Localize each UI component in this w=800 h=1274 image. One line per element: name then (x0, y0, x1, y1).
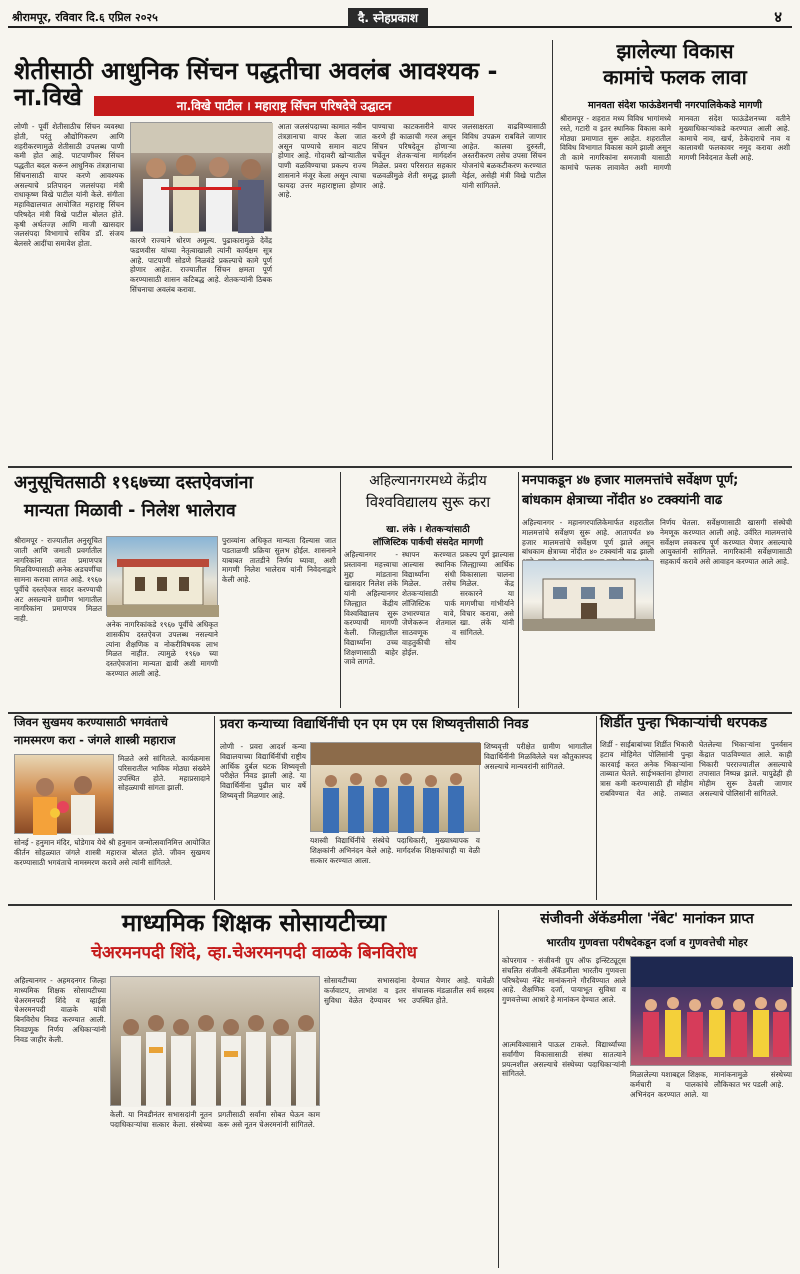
story1-photo (130, 122, 272, 232)
masthead-page-number: ४ (774, 8, 782, 26)
story1-col4: पाण्याचा काटकसरीने वापर करणे ही काळाची गरज असून सिंचन परिषदेतून होणाऱ्या चर्चेतून शेतकऱ्यांना मार्गदर्शन मिळेल. प्रवरा परिसरात सहकार चळवळीमुळे शेती समृद्ध झाली आहे. (372, 122, 456, 190)
madhyamik-col2: केली. या निवडीनंतर सभासदांनी नूतन पदाधिकाऱ्यांचा सत्कार केला. संस्थेच्या प्रगतीसाठी सर्वांना सोबत घेऊन काम करू असे नूतन चेअरमनांनी सांगितले. (110, 1110, 320, 1129)
masthead-paper-name: दै. स्नेहप्रकाश (348, 8, 428, 27)
madhyamik-col1: अहिल्यानगर - अहमदनगर जिल्हा माध्यमिक शिक्षक सोसायटीच्या चेअरमनपदी शिंदे व व्हाईस चेअरमनपदी वाळके यांची बिनविरोध निवड करण्यात आली. निवडणूक निर्णय अधिकाऱ्यांनी निवड जाहीर केली. (14, 976, 106, 1044)
jivan-photo (14, 754, 114, 834)
sanjivani-photo (630, 956, 792, 1066)
column-divider (596, 716, 597, 900)
sanjivani-col2: आत्मविश्वासाने पाऊल टाकले. विद्यार्थ्यांच्या सर्वांगीण विकासासाठी संस्था सातत्याने प्रयत्नशील असल्याचे संस्थेच्या पदाधिकाऱ्यांनी सांगितले. (502, 1040, 626, 1079)
madhyamik-col3: सोसायटीच्या सभासदांना कर्जवाटप, लाभांश व इतर सुविधा वेळेत देण्यावर भर देण्यात येणार आहे. यावेळी संचालक मंडळातील सर्व सदस्य उपस्थित होते. (324, 976, 494, 1005)
pravara-col3: शिष्यवृत्ती परीक्षेत ग्रामीण भागातील विद्यार्थिनींनी मिळविलेले यश कौतुकास्पद असल्याचे मान्यवरांनी सांगितले. (484, 742, 592, 771)
madhyamik-headline-line2: चेअरमनपदी शिंदे, व्हा.चेअरमनपदी वाळके बिनविरोध (91, 943, 417, 963)
anusuchit-headline-line2: मान्यता मिळावी - निलेश भालेराव (24, 501, 236, 521)
column-divider (340, 472, 341, 708)
pravara-headline: प्रवरा कन्याच्या विद्यार्थिनींची एन एम एम एस शिष्यवृत्तीसाठी निवड (220, 717, 529, 732)
section-rule (8, 712, 792, 714)
manapa-col2: निर्णय घेतला. सर्वेक्षणासाठी खासगी संस्थेची नेमणूक करण्यात आली आहे. उर्वरित मालमत्तांचे सर्वेक्षण लवकरच पूर्ण करण्यात येणार असल्याचे आयुक्तांनी सांगितले. नागरिकांनी सर्वेक्षणासाठी सहकार्य करावे असे आवाहन करण्यात आले आहे. (660, 518, 792, 567)
jhalelya-body: श्रीरामपूर - शहरात मध्य विविध भागांमध्ये रस्ते, गटारी व इतर स्थानिक विकास कामे मोठ्या प्रमाणात सुरू आहेत. शहरातील विविध विभागात विकास कामे झाली असून ती कामे नागरिकांना समजावी यासाठी कामांचे फलक लावावेत अशी मागणी मानवता संदेश फाऊंडेशनच्या वतीने मुख्याधिकाऱ्यांकडे करण्यात आली आहे. कामाचे नाव, खर्च, ठेकेदाराचे नाव व कालावधी फलकावर नमूद करावा अशी मागणी निवेदनात केली आहे. (560, 114, 790, 172)
section-rule (8, 466, 792, 468)
jivan-headline-line2: नामस्मरण करा - जंगले शास्त्री महाराज (14, 733, 176, 747)
anusuchit-photo (106, 536, 218, 616)
vidyapith-col2: स्थापन करण्यात आल्यास स्थानिक विद्यार्थ्यांना संधी मिळेल. तसेच शेतकऱ्यांसाठी लॉजिस्टिक पार्क उभारण्यात यावे, जेणेकरून शेतमाल साठवणूक व वाहतुकीची सोय होईल. (402, 550, 456, 657)
anusuchit-building (107, 537, 219, 617)
story1-subhead: ना.विखे पाटील । महाराष्ट्र सिंचन परिषदेचे उद्घाटन (94, 96, 474, 116)
sanjivani-col1: कोपरगाव - संजीवनी ग्रुप ऑफ इन्स्टिट्यूट्स संचलित संजीवनी ॲकॅडमीला भारतीय गुणवत्ता परिषदेच्या नॅबेट मानांकनाने गौरविण्यात आले आहे. शैक्षणिक दर्जा, पायाभूत सुविधा व गुणवत्तेच्या आधारे हे मानांकन देण्यात आले. (502, 956, 626, 1005)
story1-photo-figures (131, 123, 273, 233)
vidyapith-subhead-2: लॉजिस्टिक पार्कची संसदेत मागणी (372, 538, 484, 548)
anusuchit-col2: अनेक नागरिकांकडे १९६७ पूर्वीचे अधिकृत शासकीय दस्तऐवज उपलब्ध नसल्याने त्यांना शैक्षणिक व नोकरीविषयक लाभ मिळत नाहीत. त्यामुळे १९६७ च्या दस्तऐवजांना मान्यता द्यावी अशी मागणी करण्यात आली आहे. (106, 620, 218, 678)
pravara-col2: यशस्वी विद्यार्थिनींचे संस्थेचे पदाधिकारी, मुख्याध्यापक व शिक्षकांनी अभिनंदन केले आहे. मार्गदर्शक शिक्षकांचाही या वेळी सत्कार करण्यात आला. (310, 836, 480, 865)
jivan-col-right: मिळते असे सांगितले. कार्यक्रमास परिसरातील भाविक मोठ्या संख्येने उपस्थित होते. महाप्रसादाने सोहळ्याची सांगता झाली. (118, 754, 210, 793)
manapa-building (523, 561, 655, 631)
section-rule (8, 904, 792, 906)
jhalelya-headline-line1: झालेल्या विकास (616, 39, 734, 63)
vidyapith-col1: अहिल्यानगर - प्रस्तावना महत्त्वाचा मुद्दा मांडताना खासदार निलेश लंके यांनी अहिल्यानगर जिल्ह्यात केंद्रीय विश्वविद्यालय सुरू करण्याची मागणी केली. जिल्ह्यातील विद्यार्थ्यांना उच्च शिक्षणासाठी बाहेर जावे लागते. (344, 550, 398, 667)
sanjivani-col3: मिळालेल्या यशाबद्दल शिक्षक, कर्मचारी व पालकांचे अभिनंदन करण्यात आले. या मानांकनामुळे संस्थेच्या लौकिकात भर पडली आहे. (630, 1070, 792, 1099)
jivan-col-bottom: सोनई - हनुमान मंदिर, घोडेगाव येथे श्री हनुमान जन्मोत्सवानिमित्त आयोजित कीर्तन सोहळ्यात जंगले शास्त्री महाराज बोलत होते. जीवन सुखमय करण्यासाठी भगवंताचे नामस्मरण करावे असे त्यांनी सांगितले. (14, 838, 210, 867)
pravara-col1: लोणी - प्रवरा आदर्श कन्या विद्यालयाच्या विद्यार्थिनींची राष्ट्रीय आर्थिक दुर्बल घटक शिष्यवृत्ती परीक्षेत निवड झाली आहे. या विद्यार्थिनींना पुढील चार वर्षे शिष्यवृत्ती मिळणार आहे. (220, 742, 306, 800)
pravara-photo (310, 742, 480, 832)
anusuchit-headline-line1: अनुसूचितसाठी १९६७च्या दस्तऐवजांना (14, 473, 254, 493)
story1-headline: शेतीसाठी आधुनिक सिंचन पद्धतीचा अवलंब आवश्यक - ना.विखे (14, 57, 498, 112)
anusuchit-col3: पुराव्यांना अधिकृत मान्यता दिल्यास जात पडताळणी प्रक्रिया सुलभ होईल. शासनाने याबाबत तातडीने निर्णय घ्यावा, अशी मागणी निलेश भालेराव यांनी निवेदनाद्वारे केली आहे. (222, 536, 336, 585)
manapa-photo (522, 560, 654, 630)
anusuchit-col1: श्रीरामपूर - राज्यातील अनुसूचित जाती आणि जमाती प्रवर्गातील नागरिकांना जात प्रमाणपत्र मिळविण्यासाठी अनेक अडचणींचा सामना करावा लागत आहे. १९६७ पूर्वीचे दस्तऐवज सादर करण्याची अट असल्याने ग्रामीण भागातील नागरिकांना प्रमाणपत्र मिळत नाही. (14, 536, 102, 624)
vidyapith-headline-line1: अहिल्यानगरमध्ये केंद्रीय (369, 473, 487, 489)
madhyamik-headline-line1: माध्यमिक शिक्षक सोसायटीच्या (121, 909, 387, 937)
vidyapith-col3: प्रकल्प पूर्ण झाल्यास जिल्ह्याच्या आर्थिक विकासाला चालना मिळेल. केंद्र सरकारने या मागणीचा गांभीर्याने विचार करावा, असे खा. लंके यांनी सांगितले. (460, 550, 514, 638)
masthead-date: श्रीरामपूर, रविवार दि.६ एप्रिल २०२५ (12, 11, 158, 24)
story1-col5: जलसाक्षरता वाढविण्यासाठी विविध उपक्रम राबविले जाणार आहेत. कालवा दुरुस्ती, अस्तरीकरण तसेच उपसा सिंचन योजनांचे बळकटीकरण करण्यात येईल, असेही मंत्री विखे पाटील यांनी सांगितले. (462, 122, 546, 190)
vidyapith-subhead-1: खा. लंके । शेतकऱ्यांसाठी (386, 525, 470, 535)
shirdi-body: शिर्डी - साईबाबांच्या शिर्डीत भिकारी हटाव मोहिमेत पोलिसांनी पुन्हा कारवाई करत अनेक भिकाऱ्यांना ताब्यात घेतले. साईभक्तांना होणारा त्रास कमी करण्यासाठी ही मोहीम राबविण्यात येत आहे. ताब्यात घेतलेल्या भिकाऱ्यांना पुनर्वसन केंद्रात पाठविण्यात आले. काही भिकारी परराज्यातील असल्याचे तपासात निष्पन्न झाले. यापुढेही ही मोहीम सुरू ठेवली जाणार असल्याचे पोलिसांनी सांगितले. (600, 740, 792, 798)
jhalelya-subhead: मानवता संदेश फाऊंडेशनची नगरपालिकेकडे मागणी (587, 100, 763, 111)
jivan-headline-line1: जिवन सुखमय करण्यासाठी भगवंताचे (14, 715, 168, 729)
sanjivani-headline: संजीवनी ॲकॅडमीला 'नॅबेट' मानांकन प्राप्त (540, 911, 754, 927)
shirdi-headline: शिर्डीत पुन्हा भिकाऱ्यांची धरपकड (600, 715, 768, 731)
pravara-photo-students (311, 743, 481, 833)
story1-col1: लोणी - पूर्वी शेतीसाठीच सिंचन व्यवस्था होती, परंतु औद्योगिकरण आणि शहरीकरणामुळे शेतीसाठी उपलब्ध पाणी कमी होत आहे. पाटपाणीवर सिंचन पद्धतीत बदल करून आधुनिक तंत्रज्ञानाचा सिंचनासाठी वापर करणे आवश्यक असल्याचे प्रतिपादन जलसंपदा मंत्री राधाकृष्ण विखे पाटील यांनी केले. संगीता महाविद्यालयात आयोजित महाराष्ट्र सिंचन परिषदेत मंत्री विखे पाटील बोलत होते. कृषी अर्थतज्ज्ञ आणि माजी खासदार जलसंपदा विभागाचे सचिव डॉ. संजय बेलसरे आदींचा समावेश होता. (14, 122, 124, 249)
jivan-photo-figures (15, 755, 115, 835)
column-divider (518, 472, 519, 708)
column-divider (498, 910, 499, 1268)
sanjivani-photo-stage (631, 957, 793, 1067)
manapa-headline-line1: मनपाकडून ४७ हजार मालमत्तांचे सर्वेक्षण पूर्ण; (522, 473, 739, 488)
column-divider (552, 40, 553, 460)
story1-col2: कारणे राज्याने धोरण अमूल्य. पुढाकारामुळे देवेंद्र फडणवीस यांच्या नेतृत्वाखाली त्यांनी कार्यक्षम सूत्र आहे. पाटपाणी सोडणे निळवंडे प्रकल्पाचे कामे पूर्ण होणार आहेत. राज्यातील सिंचन क्षमता पूर्ण करण्यासाठी शासन कटिबद्ध आहे. शेतकऱ्यांनी ठिबक सिंचनाचा अवलंब करावा. (130, 236, 272, 294)
masthead-strip (8, 6, 792, 28)
jhalelya-headline-line2: कामांचे फलक लावा (603, 65, 747, 89)
vidyapith-headline-line2: विश्वविद्यालय सुरू करा (365, 493, 491, 511)
sanjivani-subhead: भारतीय गुणवत्ता परीषदेकडून दर्जा व गुणवत्तेची मोहर (546, 937, 748, 949)
madhyamik-photo (110, 976, 320, 1106)
story1-col3: आता जलसंपदाच्या कामात नवीन तंत्रज्ञानाचा वापर केला जात असून पाण्याचे समान वाटप होणार आहे. गोदावरी खोऱ्यातील पाणी वळविण्याचा प्रकल्प राज्य शासनाने मंजूर केला असून त्याचा फायदा उत्तर महाराष्ट्राला होणार आहे. (278, 122, 366, 200)
column-divider (214, 716, 215, 900)
manapa-col1-top: अहिल्यानगर - महानगरपालिकेमार्फत शहरातील मालमत्तांचे सर्वेक्षण सुरू आहे. आतापर्यंत ४७ हजार मालमत्तांचे सर्वेक्षण पूर्ण झाले असून बांधकाम क्षेत्राच्या नोंदीत ४० टक्क्यांनी वाढ झाली (522, 518, 654, 557)
manapa-headline-line2: बांधकाम क्षेत्राच्या नोंदीत ४० टक्क्यांनी वाढ (522, 493, 723, 508)
madhyamik-photo-group (111, 977, 321, 1107)
